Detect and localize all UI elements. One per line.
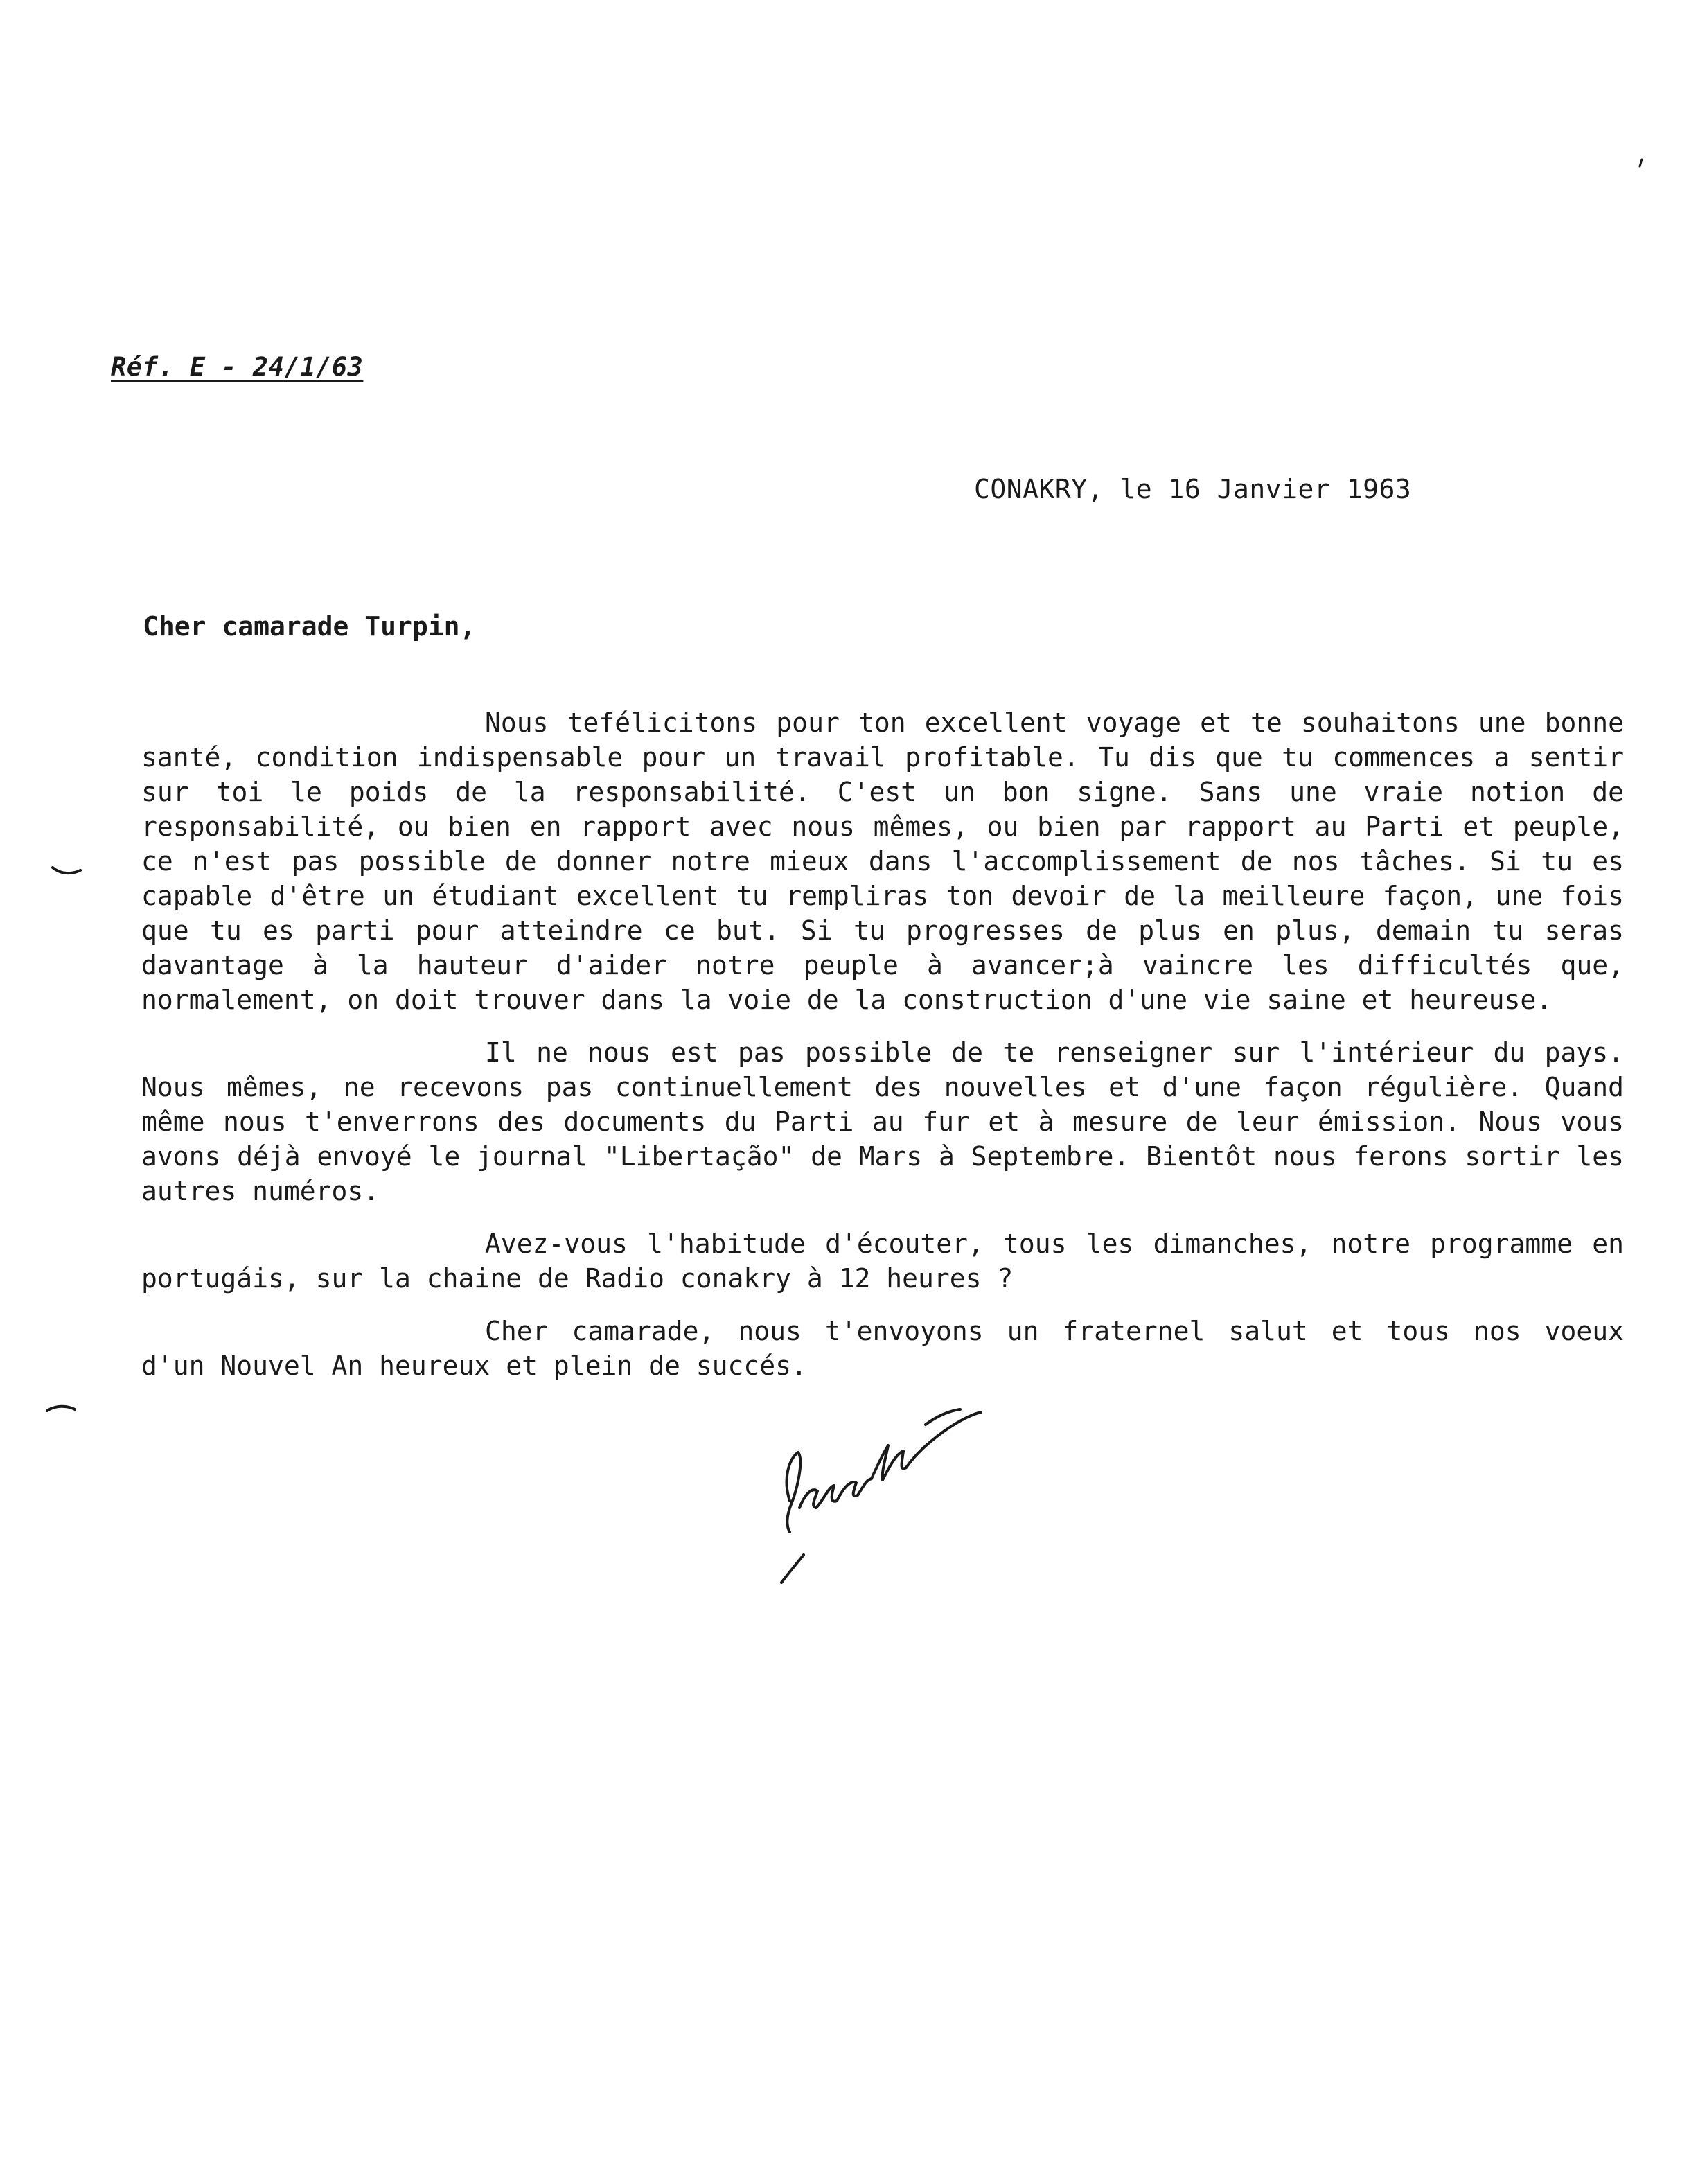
scan-mark (44, 1402, 79, 1416)
handwritten-signature (762, 1376, 991, 1584)
salutation: Cher camarade Turpin, (143, 611, 476, 642)
place-and-date: CONAKRY, le 16 Janvier 1963 (974, 474, 1412, 504)
paragraph-3: Avez-vous l'habitude d'écouter, tous les dimanches, notre programme en portugáis, sur la chaine de Radio conakry à 12 heures ? (141, 1228, 1624, 1294)
scan-mark (50, 865, 85, 879)
letter-body (141, 705, 1624, 1401)
paragraph-2: Il ne nous est pas possible de te renseigner sur l'intérieur du pays. Nous mêmes, ne recevons pas continuellement des nouvelles et d'une façon régulière. Quand même nous t'enverrons des documents du Parti au fur et à mesure de leur émission. Nous vous avons déjà envoyé le journal "Libertação" de Mars à Septembre. Bientôt nous ferons sortir les autres numéros. (141, 1037, 1624, 1206)
reference-number: Réf. E - 24/1/63 (111, 352, 364, 382)
paragraph-1: Nous tefélicitons pour ton excellent voyage et te souhaitons une bonne santé, condition indispensable pour un travail profitable. Tu dis que tu commences a sentir sur toi le poids de la responsabilité. C'est un bon signe. Sans une vraie notion de responsabilité, ou bien en rapport avec nous mêmes, ou bien par rapport au Parti et peuple, ce n'est pas possible de donner notre mieux dans l'accomplissement de nos tâches. Si tu es capable d'être un étudiant excellent tu rempliras ton devoir de la meilleure façon, une fois que tu es parti pour atteindre ce but. Si tu progresses de plus en plus, demain tu seras davantage à la hauteur d'aider notre peuple à avancer;à vaincre les difficultés que, normalement, on doit trouver dans la voie de la construction d'une vie saine et heureuse. (141, 707, 1624, 1015)
paragraph-4: Cher camarade, nous t'envoyons un fraternel salut et tous nos voeux d'un Nouvel An heureux et plein de succés. (141, 1316, 1624, 1381)
scan-mark (1638, 158, 1645, 168)
